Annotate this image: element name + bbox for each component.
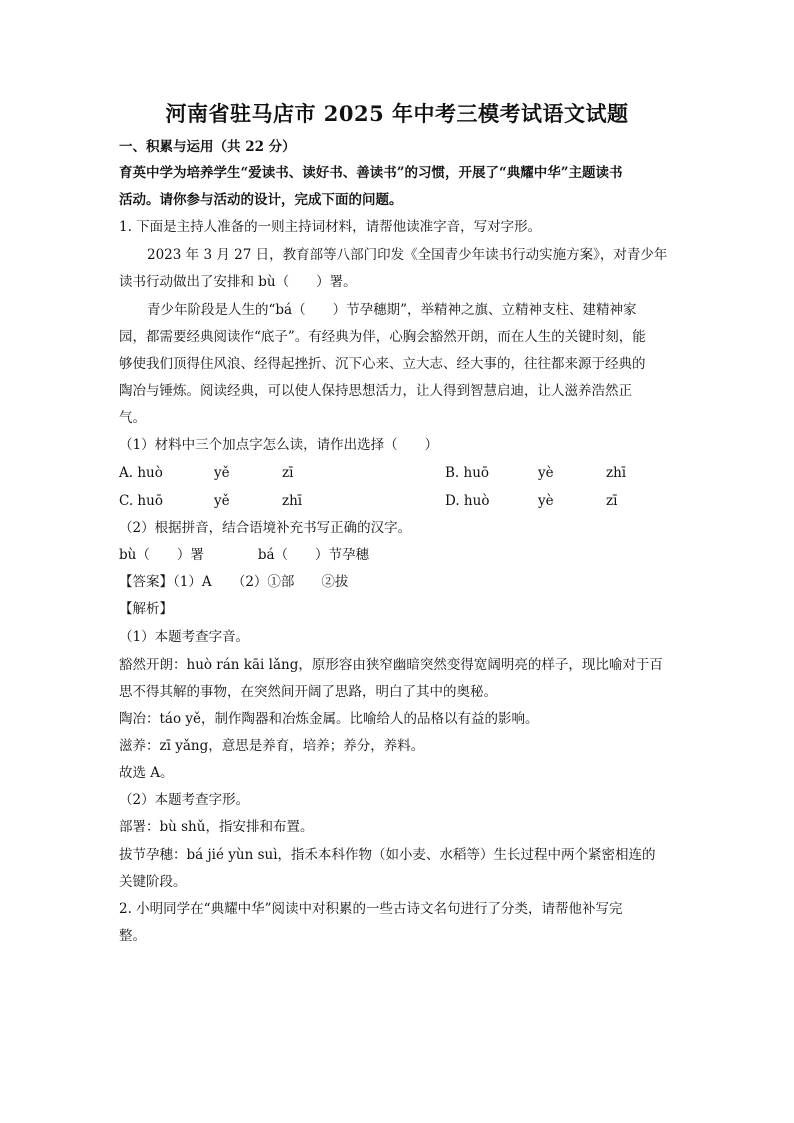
option-a-pinyin-2: yě (214, 465, 230, 481)
passage-line-1: 2023 年 3 月 27 日，教育部等八部门印发《全国青少年读书行动实施方案》，对青少年 (147, 247, 668, 263)
answer-line: 【答案】（1）A （2）①部 ②拔 (119, 574, 349, 590)
analysis-line-3: 思不得其解的事物，在突然间开阔了思路，明白了其中的奥秘。 (119, 684, 497, 700)
analysis-line-10: 关键阶段。 (119, 874, 187, 890)
passage-line-5: 够使我们顶得住风浪、经得起挫折、沉下心来、立大志、经大事的，往往都来源于经典的 (119, 356, 646, 372)
passage-line-7: 气。 (119, 410, 146, 426)
question-2-stem-line-2: 整。 (119, 928, 146, 944)
section-heading: 一、积累与运用（共 22 分） (119, 139, 296, 155)
option-b-pinyin-2: yè (538, 465, 554, 481)
passage-line-6: 陶冶与锤炼。阅读经典，可以使人保持思想活力，让人得到智慧启迪，让人滋养浩然正 (119, 383, 632, 399)
analysis-line-7: （2）本题考查字形。 (119, 792, 250, 808)
passage-line-4: 园，都需要经典阅读作“底子”。有经典为伴，心胸会豁然开朗，而在人生的关键时刻，能 (119, 329, 646, 345)
sub-question-1: （1）材料中三个加点字怎么读，请作出选择（ ） (119, 437, 439, 453)
analysis-line-1: （1）本题考查字音。 (119, 629, 250, 645)
option-b-pinyin-3: zhī (606, 465, 627, 481)
sub-question-2: （2）根据拼音，结合语境补充书写正确的汉字。 (119, 520, 412, 536)
option-d-label: D. huò (445, 493, 490, 509)
intro-line-2: 活动。请你参与活动的设计，完成下面的问题。 (119, 192, 403, 208)
option-b-label: B. huō (445, 465, 490, 481)
option-c-pinyin-3: zhī (282, 493, 303, 509)
option-d-pinyin-2: yè (538, 493, 554, 509)
analysis-line-6: 故选 A。 (119, 765, 174, 781)
option-c-label: C. huō (119, 493, 163, 509)
option-c-pinyin-2: yě (214, 493, 230, 509)
question-1-stem: 1. 下面是主持人准备的一则主持词材料，请帮他读准字音，写对字形。 (119, 219, 542, 235)
analysis-line-4: 陶冶：táo yě，制作陶器和冶炼金属。比喻给人的品格以有益的影响。 (119, 711, 539, 727)
passage-line-2: 读书行动做出了安排和 bù（ ）署。 (119, 274, 357, 290)
fill-in-line: bù（ ）署 bá（ ）节孕穗 (119, 547, 370, 563)
analysis-heading: 【解析】 (119, 601, 173, 617)
option-d-pinyin-3: zī (606, 493, 618, 509)
question-2-stem-line-1: 2. 小明同学在“典耀中华”阅读中对积累的一些古诗文名句进行了分类，请帮他补写完 (119, 901, 623, 917)
intro-line-1: 育英中学为培养学生“爱读书、读好书、善读书”的习惯，开展了“典耀中华”主题读书 (119, 165, 623, 181)
option-a-label: A. huò (119, 465, 163, 481)
option-a-pinyin-3: zī (282, 465, 294, 481)
analysis-line-8: 部署：bù shǔ，指安排和布置。 (119, 819, 314, 835)
analysis-line-2: 豁然开朗：huò rán kāi lǎng，原形容由狭窄幽暗突然变得宽阔明亮的样子，现比喻对于百 (119, 657, 663, 673)
analysis-line-9: 拔节孕穗：bá jié yùn suì，指禾本科作物（如小麦、水稻等）生长过程中两个紧密相连的 (119, 847, 656, 863)
passage-line-3: 青少年阶段是人生的“bá（ ）节孕穗期”，举精神之旗、立精神支柱、建精神家 (147, 302, 637, 318)
analysis-line-5: 滋养：zī yǎng，意思是养育，培养；养分，养料。 (119, 738, 425, 754)
page-title: 河南省驻马店市 2025 年中考三模考试语文试题 (165, 101, 629, 126)
